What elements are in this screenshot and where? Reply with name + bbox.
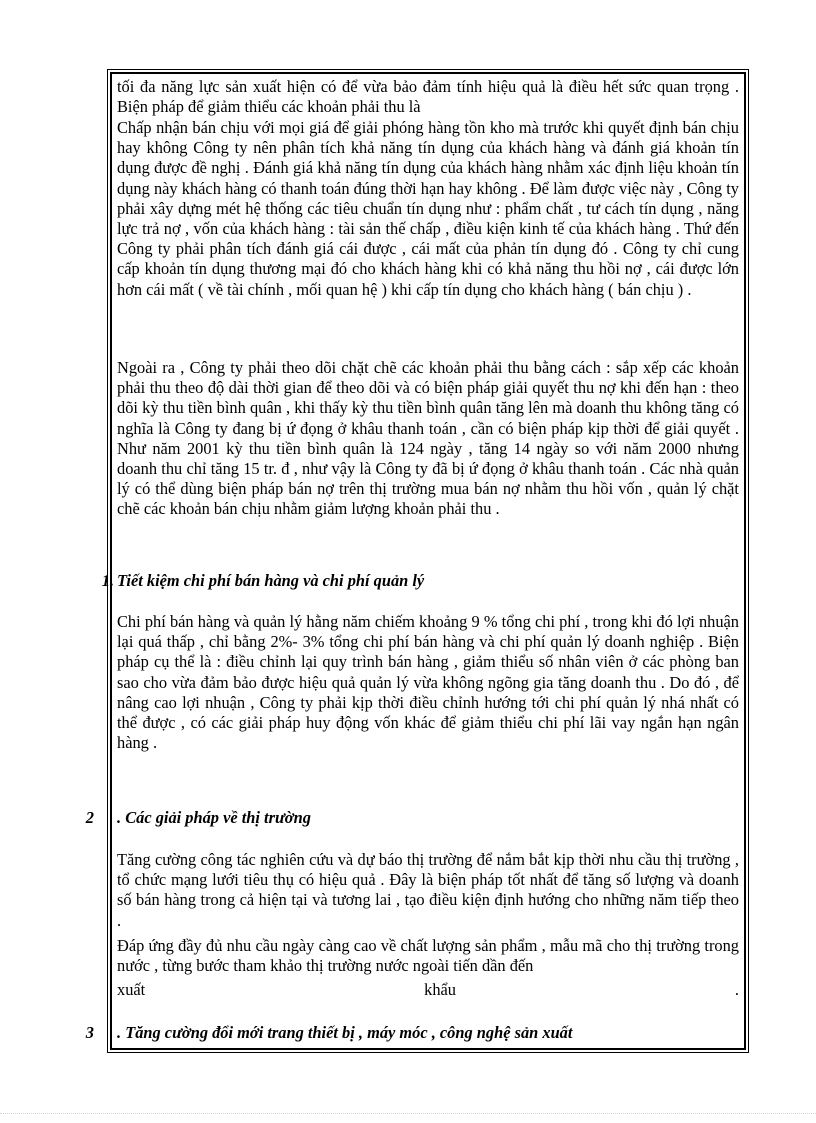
paragraph-quality-export: Đáp ứng đầy đủ nhu cầu ngày càng cao về chất lượng sản phẩm , mẫu mã cho thị trường trong nước , từng bước tham khảo thị trường nước ngoài tiến dần đến [117, 936, 739, 976]
section-heading-equipment: . Tăng cường đổi mới trang thiết bị , máy móc , công nghệ sản xuất [117, 1023, 573, 1042]
section-heading-market: . Các giải pháp về thị trường [117, 808, 311, 827]
section-heading-cost-saving: Tiết kiệm chi phí bán hàng và chi phí quản lý [117, 571, 425, 590]
page-bottom-dotted-line [0, 1113, 816, 1115]
paragraph-export-last-line [117, 980, 739, 1000]
section-number-1: 1. [101, 571, 114, 590]
section-number-2: 2 [85, 808, 94, 827]
section-number-3: 3 [85, 1023, 94, 1042]
paragraph-receivables-intro: tối đa năng lực sản xuất hiện có để vừa bảo đảm tính hiệu quả là điều hết sức quan trọng . Biện pháp để giảm thiểu các khoản phải thu là [117, 77, 739, 117]
export-word-3: . [734, 980, 739, 999]
paragraph-cost-saving: Chi phí bán hàng và quản lý hằng năm chiếm khoảng 9 % tổng chi phí , trong khi đó lợi nhuận lại quá thấp , chỉ bằng 2%- 3% tổng chi phí bán hàng và chi phí quản lý doanh nghiệp . Biện pháp cụ thể là : điều chỉnh lại quy trình bán hàng , giảm thiểu số nhân viên ở các phòng ban sao cho vừa đảm bảo được hiệu quả quản lý vừa không ngõng gia tăng doanh thu . Do đó , để nâng cao lợi nhuận , Công ty phải kịp thời điều chỉnh hướng tới chi phí quản lý nhá nhất có thể được , có các giải pháp huy động vốn khác để giảm thiểu chi phí lãi vay ngắn hạn ngân hàng . [117, 612, 739, 753]
paragraph-credit-sales: Chấp nhận bán chịu với mọi giá để giải phóng hàng tồn kho mà trước khi quyết định bán chịu hay không Công ty nên phân tích khả năng tín dụng của khách hàng và đánh giá khoản tín dụng được đề nghị . Đánh giá khả năng tín dụng của khách hàng nhằm xác định liệu khoản tín dụng này khách hàng có thanh toán đúng thời hạn hay không . Để làm được việc này , Công ty phải xây dựng mét hệ thống các tiêu chuẩn tín dụng như : phẩm chất , tư cách tín dụng , năng lực trả nợ , vốn của khách hàng : tài sản thế chấp , điều kiện kinh tế của khách hàng . Thứ đến Công ty phải phân tích đánh giá cái được , cái mất của phản tín dụng đó . Công ty chỉ cung cấp khoản tín dụng thương mại đó cho khách hàng khi có khả năng thu hồi nợ , cái được lớn hơn cái mất ( về tài chính , mối quan hệ ) khi cấp tín dụng cho khách hàng ( bán chịu ) . [117, 118, 739, 299]
paragraph-receivables-monitoring: Ngoài ra , Công ty phải theo dõi chặt chẽ các khoản phải thu bằng cách : sắp xếp các khoản phải thu theo độ dài thời gian để theo dõi và có biện pháp giải quyết thu nợ khi đến hạn : theo dõi kỳ thu tiền bình quân , khi thấy kỳ thu tiền bình quân tăng lên mà doanh thu không tăng có nghĩa là Công ty đang bị ứ đọng ở khâu thanh toán , cần có biện pháp kịp thời để giải quyết . Như năm 2001 kỳ thu tiền bình quân là 124 ngày , tăng 14 ngày so với năm 2000 nhưng doanh thu chỉ tăng 15 tr. đ , như vậy là Công ty đã bị ứ đọng ở khâu thanh toán . Các nhà quản lý có thể dùng biện pháp bán nợ trên thị trường mua bán nợ nhằm thu hồi vốn , quản lý chặt chẽ các khoản bán chịu nhằm giảm lượng khoản phải thu . [117, 358, 739, 519]
export-word-2: khẩu [424, 980, 456, 999]
export-word-1: xuất [117, 980, 146, 999]
paragraph-market-research: Tăng cường công tác nghiên cứu và dự báo thị trường để nắm bắt kịp thời nhu cầu thị trường , tổ chức mạng lưới tiêu thụ có hiệu quả . Đây là biện pháp tốt nhất để tăng số lượng và doanh số bán hàng trong cả hiện tại và tương lai , tạo điều kiện định hướng cho những năm tiếp theo . [117, 850, 739, 930]
